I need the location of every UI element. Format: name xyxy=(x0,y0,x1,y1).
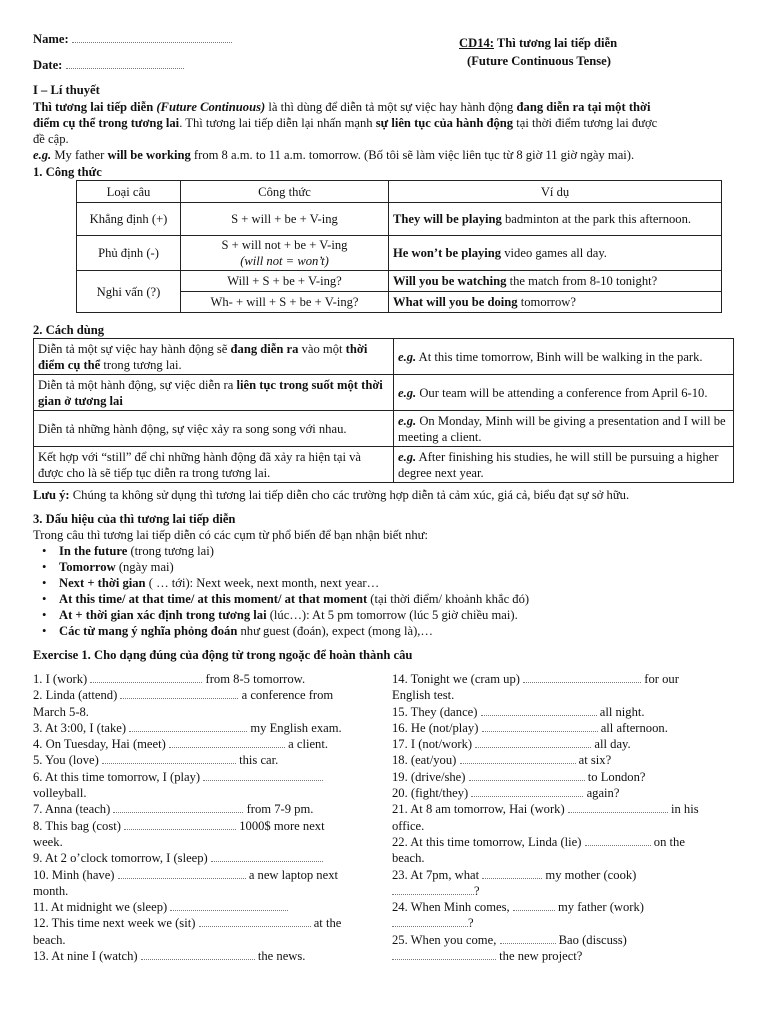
question-text: 19. (drive/she) xyxy=(392,769,466,784)
example-bold: What will you be doing xyxy=(393,295,518,309)
question-text: 3. At 3:00, I (take) xyxy=(33,720,127,735)
question-2 xyxy=(33,687,368,703)
question-text: a new laptop next xyxy=(248,867,338,882)
question-text: 14. Tonight we (cram up) xyxy=(392,672,520,686)
eg-label: e.g. xyxy=(398,385,417,400)
formula-heading: 1. Công thức xyxy=(33,165,102,179)
question-16 xyxy=(392,720,742,736)
question-text: my mother (cook) xyxy=(545,867,637,882)
question-text: 23. At 7pm, what xyxy=(392,867,480,882)
question-text: 7. Anna (teach) xyxy=(33,802,111,817)
answer-blank[interactable] xyxy=(199,916,311,927)
question-text: the new project? xyxy=(499,949,583,964)
question-3 xyxy=(33,720,368,736)
question-text: volleyball. xyxy=(33,786,87,801)
usage-text: Diễn tả một hành động, sự việc diễn ra xyxy=(38,377,237,392)
question-text: 9. At 2 o’clock tomorrow, I (sleep) xyxy=(33,851,208,866)
answer-blank[interactable] xyxy=(392,884,474,895)
usage-table xyxy=(33,338,734,483)
question-21 xyxy=(392,801,742,817)
question-text: 22. At this time tomorrow, Linda (lie) xyxy=(392,834,582,849)
usage-cell xyxy=(34,339,394,375)
list-item xyxy=(33,607,529,623)
example-cell xyxy=(389,203,722,236)
usage-text: On Monday, Minh will be giving a presentation and I will be meeting a client. xyxy=(398,413,726,444)
list-item xyxy=(33,575,529,591)
date-label: Date: xyxy=(33,58,63,72)
sign-text: (trong tương lai) xyxy=(127,544,214,558)
sign-text: như guest (đoán), expect (mong là),… xyxy=(237,624,434,638)
theory-text: from 8 a.m. to 11 a.m. tomorrow. (Bố tôi sẽ làm việc liên tục từ 8 giờ 11 giờ ngày mai). xyxy=(190,148,635,162)
list-item xyxy=(33,559,529,575)
question-8 xyxy=(33,818,368,834)
usage-text: đang diễn ra xyxy=(230,341,299,356)
question-text: ? xyxy=(468,916,474,931)
question-22 xyxy=(392,834,742,850)
question-24 xyxy=(392,899,742,915)
sign-keyword: Next + thời gian xyxy=(59,576,146,590)
table-header: Ví dụ xyxy=(389,181,722,203)
question-text: 1000$ more next xyxy=(239,818,325,833)
question-14 xyxy=(392,671,742,687)
question-text: 18. (eat/you) xyxy=(392,753,457,768)
list-item xyxy=(33,623,529,639)
sentence-type: Phủ định (-) xyxy=(77,236,181,271)
question-text: 15. They (dance) xyxy=(392,704,478,719)
usage-text: liên tục trong suốt một thời gian ở tương lai xyxy=(38,377,383,408)
question-text: 21. At 8 am tomorrow, Hai (work) xyxy=(392,802,565,817)
usage-example xyxy=(394,339,734,375)
question-text: beach. xyxy=(392,851,425,866)
signs-list xyxy=(33,543,529,639)
question-15 xyxy=(392,704,742,720)
example-cell xyxy=(389,271,722,292)
usage-text: thời điểm cụ thể xyxy=(38,341,368,372)
question-text: my English exam. xyxy=(250,720,342,735)
example-text: tomorrow? xyxy=(517,295,576,309)
theory-text: Thì tương lai tiếp diễn xyxy=(33,100,157,114)
answer-blank[interactable] xyxy=(392,949,496,960)
question-text: 25. When you come, xyxy=(392,932,497,947)
answer-blank[interactable] xyxy=(475,737,591,748)
answer-blank[interactable] xyxy=(90,672,202,683)
sign-keyword: At + thời gian xác định trong tương lai xyxy=(59,608,267,622)
question-1 xyxy=(33,671,368,687)
name-blank[interactable] xyxy=(72,32,232,43)
answer-blank[interactable] xyxy=(120,688,238,699)
answer-blank[interactable] xyxy=(118,868,246,879)
question-text: at six? xyxy=(578,753,612,768)
formula-cell: S + will + be + V-ing xyxy=(181,203,389,236)
question-text: from 7-9 pm. xyxy=(246,802,314,817)
question-text: month. xyxy=(33,883,69,898)
question-text: beach. xyxy=(33,932,66,947)
date-field xyxy=(33,57,184,73)
answer-blank[interactable] xyxy=(513,900,555,911)
question-text: this car. xyxy=(239,753,279,768)
question-text: 12. This time next week we (sit) xyxy=(33,916,196,931)
sign-text: (ngày mai) xyxy=(115,560,174,574)
table-header: Loại câu xyxy=(77,181,181,203)
question-text: 2. Linda (attend) xyxy=(33,688,118,703)
usage-note xyxy=(33,487,629,503)
question-text: my father (work) xyxy=(557,900,644,915)
answer-blank[interactable] xyxy=(469,770,585,781)
question-text: 20. (fight/they) xyxy=(392,786,469,801)
question-text: 1. I (work) xyxy=(33,672,88,686)
usage-cell: Diễn tả những hành động, sự việc xảy ra song song với nhau. xyxy=(34,411,394,447)
theory-text: (Future Continuous) xyxy=(156,100,266,114)
document-title xyxy=(459,35,617,51)
question-25 xyxy=(392,932,742,948)
formula-cell: Wh- + will + S + be + V-ing? xyxy=(181,292,389,313)
note-label: Lưu ý: xyxy=(33,488,70,502)
sentence-type: Khẳng định (+) xyxy=(77,203,181,236)
question-text: week. xyxy=(33,834,63,849)
usage-heading: 2. Cách dùng xyxy=(33,323,105,337)
question-4 xyxy=(33,736,368,752)
question-text: March 5-8. xyxy=(33,704,89,719)
question-text: 4. On Tuesday, Hai (meet) xyxy=(33,737,166,752)
list-item xyxy=(33,543,529,559)
formula-cell: Will + S + be + V-ing? xyxy=(181,271,389,292)
formula-text: S + will not + be + V-ing xyxy=(221,238,348,252)
name-field xyxy=(33,31,232,47)
question-text: all night. xyxy=(599,704,645,719)
note-text: Chúng ta không sử dụng thì tương lai tiếp diễn cho các trường hợp diễn tả cảm xúc, giá cả, biểu đạt sự sở hữu. xyxy=(69,488,630,502)
theory-text: đang diễn ra tại một thời xyxy=(516,100,651,114)
usage-cell xyxy=(34,375,394,411)
theory-text: tại thời điểm tương lai được xyxy=(513,116,658,130)
question-text: 13. At nine I (watch) xyxy=(33,949,138,964)
theory-text: will be working xyxy=(107,148,191,162)
question-text: from 8-5 tomorrow. xyxy=(205,672,306,686)
usage-text: trong tương lai. xyxy=(100,357,182,372)
theory-text: sự liên tục của hành động xyxy=(375,116,514,130)
answer-blank[interactable] xyxy=(523,672,641,683)
exercise-heading: Exercise 1. Cho dạng đúng của động từ trong ngoặc để hoàn thành câu xyxy=(33,648,413,662)
usage-text: Our team will be attending a conference from April 6-10. xyxy=(416,385,708,400)
question-10 xyxy=(33,867,368,883)
question-23 xyxy=(392,867,742,883)
question-text: in his xyxy=(670,802,699,817)
sign-keyword: At this time/ at that time/ at this moment/ at that moment xyxy=(59,592,368,606)
question-text: a client. xyxy=(288,737,328,752)
theory-text: là thì dùng để diễn tả một sự việc hay hành động xyxy=(265,100,517,114)
answer-blank[interactable] xyxy=(141,949,255,960)
eg-label: e.g. xyxy=(398,413,417,428)
question-5 xyxy=(33,752,368,768)
example-cell xyxy=(389,236,722,271)
sign-keyword: Tomorrow xyxy=(59,560,116,574)
sentence-type: Nghi vấn (?) xyxy=(77,271,181,313)
usage-example xyxy=(394,447,734,483)
answer-blank[interactable] xyxy=(585,835,651,846)
answer-blank[interactable] xyxy=(481,705,597,716)
question-12 xyxy=(33,915,368,931)
question-6 xyxy=(33,769,368,785)
question-text: for our xyxy=(644,672,679,686)
formula-cell xyxy=(181,236,389,271)
question-text: office. xyxy=(392,818,425,833)
question-13 xyxy=(33,948,368,964)
exercise-left-column xyxy=(33,671,368,964)
usage-text: vào một xyxy=(298,341,346,356)
formula-table xyxy=(76,180,722,313)
question-20 xyxy=(392,785,742,801)
question-text: on the xyxy=(653,834,685,849)
example-bold: He won’t be playing xyxy=(393,246,502,260)
eg-label: e.g. xyxy=(398,349,417,364)
question-7 xyxy=(33,801,368,817)
date-blank[interactable] xyxy=(66,58,184,69)
sign-keyword: Các từ mang ý nghĩa phỏng đoán xyxy=(59,624,238,638)
question-17 xyxy=(392,736,742,752)
question-18 xyxy=(392,752,742,768)
example-bold: They will be playing xyxy=(393,212,502,226)
usage-cell: Kết hợp với “still” để chỉ những hành động đã xảy ra hiện tại và được cho là sẽ tiếp tục diễn ra trong tương lai. xyxy=(34,447,394,483)
example-text: the match from 8-10 tonight? xyxy=(506,274,658,288)
question-text: 24. When Minh comes, xyxy=(392,900,510,915)
example-text: badminton at the park this afternoon. xyxy=(501,212,692,226)
theory-text: đề cập. xyxy=(33,132,69,146)
example-text: video games all day. xyxy=(501,246,607,260)
question-9 xyxy=(33,850,368,866)
answer-blank[interactable] xyxy=(568,802,668,813)
exercise-right-column xyxy=(392,671,742,964)
answer-blank[interactable] xyxy=(203,770,323,781)
answer-blank[interactable] xyxy=(392,916,468,927)
answer-blank[interactable] xyxy=(482,868,542,879)
sign-text: ( … tới): Next week, next month, next year… xyxy=(145,576,380,590)
sign-keyword: In the future xyxy=(59,544,128,558)
usage-text: Diễn tả một sự việc hay hành động sẽ xyxy=(38,341,231,356)
answer-blank[interactable] xyxy=(124,819,236,830)
question-text: 10. Minh (have) xyxy=(33,867,115,882)
theory-text: My father xyxy=(51,148,108,162)
eg-label: e.g. xyxy=(33,148,52,162)
answer-blank[interactable] xyxy=(482,721,598,732)
list-item xyxy=(33,591,529,607)
usage-text: At this time tomorrow, Binh will be walking in the park. xyxy=(416,349,703,364)
question-text: to London? xyxy=(587,769,646,784)
theory-paragraph xyxy=(33,99,738,163)
table-header: Công thức xyxy=(181,181,389,203)
question-text: all day. xyxy=(594,737,631,752)
answer-blank[interactable] xyxy=(471,786,583,797)
question-text: all afternoon. xyxy=(600,720,668,735)
theory-text: . Thì tương lai tiếp diễn lại nhấn mạnh xyxy=(179,116,376,130)
sign-text: (tại thời điểm/ khoảnh khắc đó) xyxy=(367,592,530,606)
sign-text: (lúc…): At 5 pm tomorrow (lúc 5 giờ chiều mai). xyxy=(266,608,518,622)
example-bold: Will you be watching xyxy=(393,274,507,288)
answer-blank[interactable] xyxy=(102,753,236,764)
question-text: a conference from xyxy=(241,688,334,703)
question-text: at the xyxy=(313,916,342,931)
eg-label: e.g. xyxy=(398,449,417,464)
title-text: Thì tương lai tiếp diễn xyxy=(493,36,618,50)
answer-blank[interactable] xyxy=(129,721,247,732)
question-text: 5. You (love) xyxy=(33,753,99,768)
question-text: 16. He (not/play) xyxy=(392,720,479,735)
signs-heading: 3. Dấu hiệu của thì tương lai tiếp diễn xyxy=(33,512,236,526)
usage-text: After finishing his studies, he will still be pursuing a higher degree next year. xyxy=(398,449,719,480)
question-11 xyxy=(33,899,368,915)
question-text: English test. xyxy=(392,688,455,703)
name-label: Name: xyxy=(33,32,69,46)
question-text: 11. At midnight we (sleep) xyxy=(33,900,168,915)
usage-example xyxy=(394,411,734,447)
signs-intro: Trong câu thì tương lai tiếp diễn có các cụm từ phổ biến để bạn nhận biết như: xyxy=(33,528,428,542)
document-subtitle: (Future Continuous Tense) xyxy=(467,54,611,68)
example-cell xyxy=(389,292,722,313)
answer-blank[interactable] xyxy=(113,802,243,813)
question-text: the news. xyxy=(257,949,306,964)
theory-text: điểm cụ thể trong tương lai xyxy=(33,116,180,130)
formula-note: (will not = won’t) xyxy=(240,254,329,268)
question-text: 8. This bag (cost) xyxy=(33,818,121,833)
question-text: ? xyxy=(474,883,480,898)
answer-blank[interactable] xyxy=(169,737,285,748)
question-text: again? xyxy=(586,786,620,801)
answer-blank[interactable] xyxy=(500,933,556,944)
question-text: Bao (discuss) xyxy=(558,932,627,947)
answer-blank[interactable] xyxy=(170,900,288,911)
answer-blank[interactable] xyxy=(211,851,323,862)
question-text: 6. At this time tomorrow, I (play) xyxy=(33,769,201,784)
question-text: 17. I (not/work) xyxy=(392,737,473,752)
question-19 xyxy=(392,769,742,785)
document-code: CD14: xyxy=(459,36,494,50)
usage-example xyxy=(394,375,734,411)
answer-blank[interactable] xyxy=(460,753,576,764)
theory-heading: I – Lí thuyết xyxy=(33,83,100,97)
